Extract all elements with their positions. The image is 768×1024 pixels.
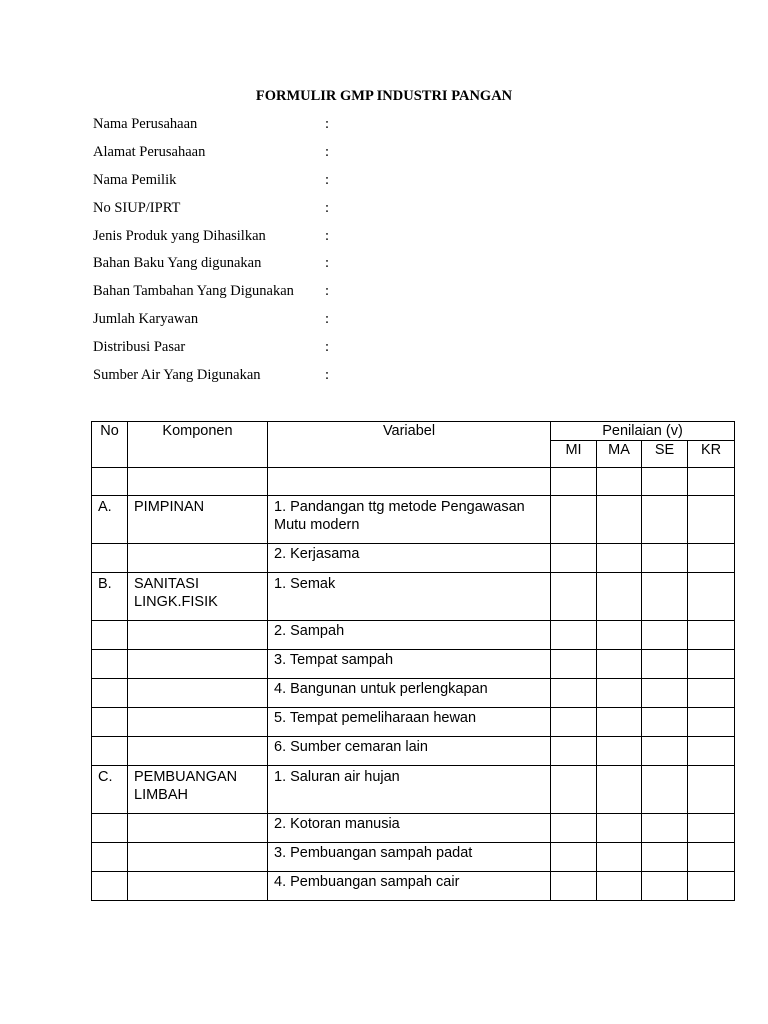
field-colon: :: [325, 143, 330, 160]
field-label: Jumlah Karyawan: [93, 311, 199, 328]
cell-variabel: 6. Sumber cemaran lain: [268, 737, 551, 766]
cell-kr[interactable]: [688, 843, 735, 872]
table-row: [92, 872, 735, 901]
cell-no: [92, 814, 128, 843]
field-label: Bahan Baku Yang digunakan: [93, 255, 262, 272]
cell-ma[interactable]: [597, 708, 642, 737]
cell-no: B.: [92, 573, 128, 621]
cell-komponen: [128, 872, 268, 901]
cell-no: [92, 843, 128, 872]
cell-variabel: 3. Tempat sampah: [268, 650, 551, 679]
field-colon: :: [325, 255, 330, 272]
cell-variabel: 2. Kerjasama: [268, 544, 551, 573]
field-label: Distribusi Pasar: [93, 339, 186, 356]
cell-mi[interactable]: [551, 621, 597, 650]
cell-mi[interactable]: [551, 573, 597, 621]
cell-ma[interactable]: [597, 679, 642, 708]
cell-mi[interactable]: [551, 843, 597, 872]
cell-komponen: SANITASI LINGK.FISIK: [128, 573, 268, 621]
cell-se[interactable]: [642, 650, 688, 679]
cell-mi[interactable]: [551, 679, 597, 708]
cell-mi[interactable]: [551, 872, 597, 901]
header-komponen: Komponen: [128, 422, 268, 468]
field-colon: :: [325, 339, 330, 356]
field-colon: :: [325, 171, 330, 188]
field-colon: :: [325, 199, 330, 216]
field-label: Sumber Air Yang Digunakan: [93, 367, 261, 384]
field-label: Nama Perusahaan: [93, 116, 198, 132]
cell-kr[interactable]: [688, 573, 735, 621]
field-colon: :: [325, 227, 330, 244]
cell-ma[interactable]: [597, 814, 642, 843]
field-colon: :: [325, 367, 330, 384]
cell-se[interactable]: [642, 573, 688, 621]
cell-ma[interactable]: [597, 650, 642, 679]
cell-mi[interactable]: [551, 814, 597, 843]
field-label: Alamat Perusahaan: [93, 143, 206, 160]
cell-variabel: [268, 468, 551, 496]
cell-se[interactable]: [642, 708, 688, 737]
field-colon: :: [325, 311, 330, 328]
cell-ma[interactable]: [597, 496, 642, 544]
table-row: [92, 544, 735, 573]
field-label: No SIUP/IPRT: [93, 199, 181, 216]
table-row: [92, 766, 735, 814]
cell-ma[interactable]: [597, 573, 642, 621]
table-row: [92, 814, 735, 843]
cell-kr[interactable]: [688, 872, 735, 901]
cell-no: [92, 737, 128, 766]
table-row: [92, 650, 735, 679]
cell-se[interactable]: [642, 843, 688, 872]
cell-se[interactable]: [642, 468, 688, 496]
field-colon: :: [325, 283, 330, 300]
cell-kr[interactable]: [688, 814, 735, 843]
cell-no: [92, 621, 128, 650]
cell-se[interactable]: [642, 737, 688, 766]
table-row: [92, 737, 735, 766]
assessment-table: [91, 421, 735, 901]
cell-se[interactable]: [642, 872, 688, 901]
cell-no: C.: [92, 766, 128, 814]
cell-komponen: [128, 843, 268, 872]
cell-mi[interactable]: [551, 737, 597, 766]
cell-se[interactable]: [642, 621, 688, 650]
cell-kr[interactable]: [688, 468, 735, 496]
cell-se[interactable]: [642, 814, 688, 843]
table-row: [92, 496, 735, 544]
table-header-row: [92, 422, 735, 441]
cell-no: [92, 708, 128, 737]
cell-variabel: 1. Saluran air hujan: [268, 766, 551, 814]
cell-kr[interactable]: [688, 766, 735, 814]
cell-ma[interactable]: [597, 621, 642, 650]
header-variabel: Variabel: [268, 422, 551, 468]
cell-komponen: [128, 544, 268, 573]
cell-variabel: 1. Semak: [268, 573, 551, 621]
field-colon: :: [325, 116, 330, 132]
cell-no: [92, 872, 128, 901]
cell-mi[interactable]: [551, 468, 597, 496]
cell-komponen: [128, 737, 268, 766]
cell-variabel: 5. Tempat pemeliharaan hewan: [268, 708, 551, 737]
cell-mi[interactable]: [551, 496, 597, 544]
cell-se[interactable]: [642, 496, 688, 544]
header-se: SE: [642, 441, 688, 468]
table-row: [92, 573, 735, 621]
cell-kr[interactable]: [688, 496, 735, 544]
header-kr: KR: [688, 441, 735, 468]
cell-komponen: PIMPINAN: [128, 496, 268, 544]
field-label: Nama Pemilik: [93, 171, 177, 188]
field-label: Jenis Produk yang Dihasilkan: [93, 227, 266, 244]
cell-ma[interactable]: [597, 737, 642, 766]
cell-kr[interactable]: [688, 679, 735, 708]
field-label: Bahan Tambahan Yang Digunakan: [93, 283, 294, 300]
table-row: [92, 843, 735, 872]
cell-komponen: [128, 621, 268, 650]
cell-komponen: [128, 650, 268, 679]
cell-variabel: 1. Pandangan ttg metode Pengawasan Mutu modern: [268, 496, 551, 544]
cell-se[interactable]: [642, 544, 688, 573]
cell-ma[interactable]: [597, 843, 642, 872]
cell-no: [92, 650, 128, 679]
cell-komponen: [128, 814, 268, 843]
cell-variabel: 2. Sampah: [268, 621, 551, 650]
cell-komponen: [128, 708, 268, 737]
table-row: [92, 708, 735, 737]
cell-no: [92, 679, 128, 708]
cell-variabel: 4. Pembuangan sampah cair: [268, 872, 551, 901]
cell-kr[interactable]: [688, 544, 735, 573]
header-ma: MA: [597, 441, 642, 468]
cell-variabel: 4. Bangunan untuk perlengkapan: [268, 679, 551, 708]
cell-komponen: PEMBUANGAN LIMBAH: [128, 766, 268, 814]
cell-variabel: 3. Pembuangan sampah padat: [268, 843, 551, 872]
cell-ma[interactable]: [597, 544, 642, 573]
cell-kr[interactable]: [688, 621, 735, 650]
cell-kr[interactable]: [688, 708, 735, 737]
cell-no: A.: [92, 496, 128, 544]
table-row-blank: [92, 468, 735, 496]
cell-ma[interactable]: [597, 468, 642, 496]
cell-kr[interactable]: [688, 650, 735, 679]
cell-komponen: [128, 468, 268, 496]
table-row: [92, 679, 735, 708]
cell-no: [92, 544, 128, 573]
cell-se[interactable]: [642, 766, 688, 814]
cell-kr[interactable]: [688, 737, 735, 766]
cell-ma[interactable]: [597, 872, 642, 901]
cell-mi[interactable]: [551, 650, 597, 679]
cell-no: [92, 468, 128, 496]
header-no: No: [92, 422, 128, 468]
header-penilaian: Penilaian (v): [551, 422, 735, 441]
cell-variabel: 2. Kotoran manusia: [268, 814, 551, 843]
cell-mi[interactable]: [551, 766, 597, 814]
cell-mi[interactable]: [551, 544, 597, 573]
cell-mi[interactable]: [551, 708, 597, 737]
form-title: FORMULIR GMP INDUSTRI PANGAN: [255, 88, 513, 104]
cell-ma[interactable]: [597, 766, 642, 814]
cell-se[interactable]: [642, 679, 688, 708]
table-row: [92, 621, 735, 650]
cell-komponen: [128, 679, 268, 708]
header-mi: MI: [551, 441, 597, 468]
